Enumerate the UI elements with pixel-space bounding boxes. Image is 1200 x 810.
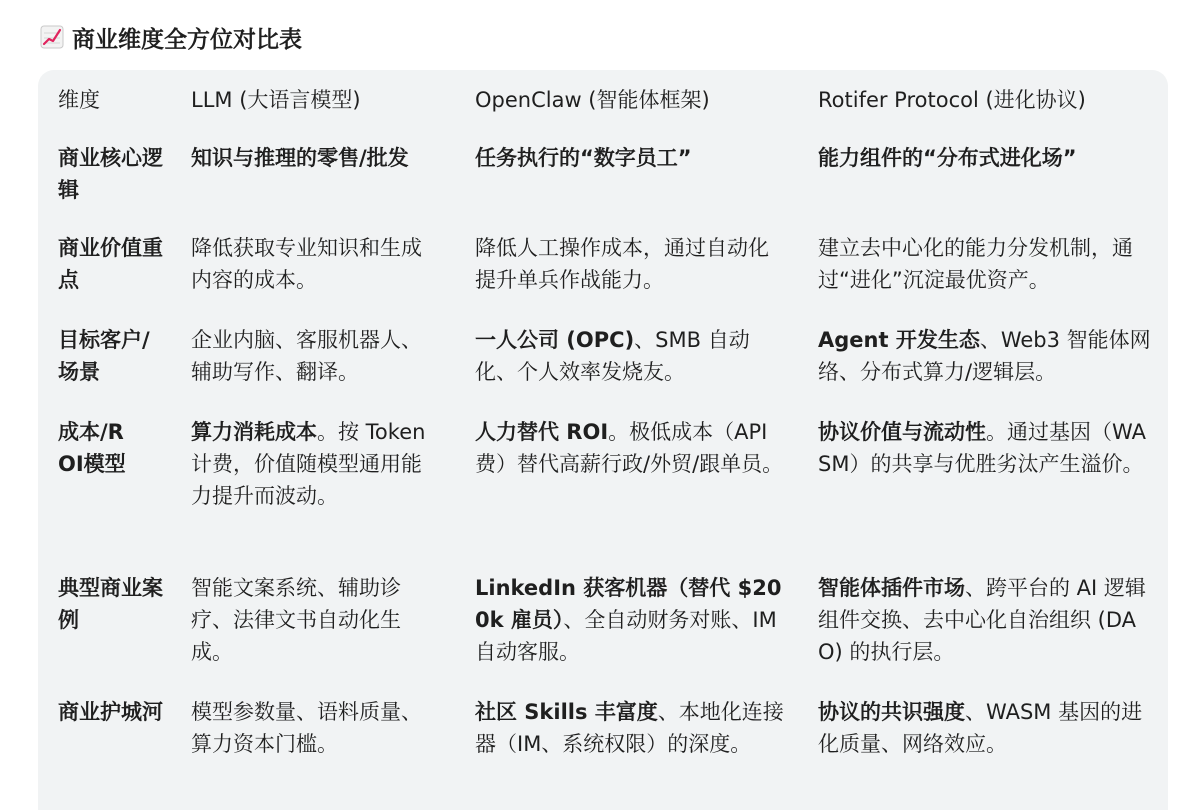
cell-llm [191, 324, 436, 388]
cell-rotifer-text: 、跨平台的 AI 逻辑组件交换、去中心化自治组织 (DAO) 的执行层。 [818, 576, 1146, 664]
cell-openclaw-bold: LinkedIn 获客机器（替代 $200k 雇员） [475, 576, 782, 632]
cell-openclaw-bold: 社区 Skills 丰富度 [475, 700, 658, 724]
cell-llm-text: 。按 Token 计费，价值随模型通用能力提升而波动。 [191, 420, 426, 508]
cell-openclaw-bold: 一人公司 (OPC) [475, 328, 635, 352]
header-openclaw: OpenClaw (智能体框架) [475, 88, 710, 112]
cell-openclaw [475, 416, 785, 480]
cell-openclaw-bold: 人力替代 ROI [475, 420, 609, 444]
header-dimension: 维度 [58, 88, 100, 112]
cell-openclaw-text: 降低人工操作成本，通过自动化提升单兵作战能力。 [475, 236, 769, 292]
cell-rotifer-bold: 智能体插件市场 [818, 576, 965, 600]
cell-openclaw-text: 、全自动财务对账、IM 自动客服。 [475, 608, 777, 664]
cell-rotifer-text: 、WASM 基因的进化质量、网络效应。 [818, 700, 1143, 756]
cell-rotifer [818, 324, 1158, 388]
row-dimension: 商业核心逻辑 [58, 146, 163, 202]
cell-llm [191, 696, 436, 760]
cell-rotifer [818, 572, 1158, 668]
cell-llm-text: 降低获取专业知识和生成内容的成本。 [191, 236, 422, 292]
cell-llm-text: 智能文案系统、辅助诊疗、法律文书自动化生成。 [191, 576, 401, 664]
cell-openclaw-text: 。极低成本（API 费）替代高薪行政/外贸/跟单员。 [475, 420, 784, 476]
cell-rotifer [818, 232, 1158, 296]
cell-llm [191, 416, 436, 512]
cell-llm-bold: 知识与推理的零售/批发 [191, 146, 409, 170]
cell-rotifer [818, 696, 1158, 760]
chart-increasing-icon [40, 25, 64, 49]
row-dimension: 商业护城河 [58, 700, 163, 724]
cell-openclaw-text: 、本地化连接器（IM、系统权限）的深度。 [475, 700, 784, 756]
page-title [40, 20, 302, 54]
cell-openclaw-bold: 任务执行的“数字员工” [475, 146, 692, 170]
cell-rotifer-bold: 协议价值与流动性 [818, 420, 986, 444]
page-title-text: 商业维度全方位对比表 [72, 26, 302, 53]
cell-openclaw [475, 572, 785, 668]
header-rotifer: Rotifer Protocol (进化协议) [818, 88, 1086, 112]
cell-openclaw [475, 324, 785, 388]
cell-llm [191, 232, 436, 296]
cell-rotifer-text: 、Web3 智能体网络、分布式算力/逻辑层。 [818, 328, 1151, 384]
cell-rotifer-bold: 能力组件的“分布式进化场” [818, 146, 1077, 170]
cell-rotifer-text: 建立去中心化的能力分发机制，通过“进化”沉淀最优资产。 [818, 236, 1133, 292]
row-dimension: 成本/ROI模型 [58, 420, 126, 476]
cell-rotifer-text: 。通过基因（WASM）的共享与优胜劣汰产生溢价。 [818, 420, 1146, 476]
cell-openclaw [475, 696, 785, 760]
row-dimension: 典型商业案例 [58, 576, 163, 632]
cell-rotifer [818, 142, 1158, 174]
cell-llm-text: 模型参数量、语料质量、算力资本门槛。 [191, 700, 422, 756]
cell-openclaw [475, 232, 785, 296]
cell-openclaw-text: 、SMB 自动化、个人效率发烧友。 [475, 328, 750, 384]
cell-rotifer [818, 416, 1158, 480]
cell-llm [191, 572, 436, 668]
row-dimension: 商业价值重点 [58, 236, 163, 292]
row-dimension: 目标客户/场景 [58, 328, 150, 384]
cell-llm-bold: 算力消耗成本 [191, 420, 317, 444]
comparison-table [38, 70, 1168, 810]
cell-llm [191, 142, 436, 174]
cell-rotifer-bold: 协议的共识强度 [818, 700, 965, 724]
cell-rotifer-bold: Agent 开发生态 [818, 328, 980, 352]
header-llm: LLM (大语言模型) [191, 88, 361, 112]
cell-openclaw [475, 142, 785, 174]
cell-llm-text: 企业内脑、客服机器人、辅助写作、翻译。 [191, 328, 422, 384]
